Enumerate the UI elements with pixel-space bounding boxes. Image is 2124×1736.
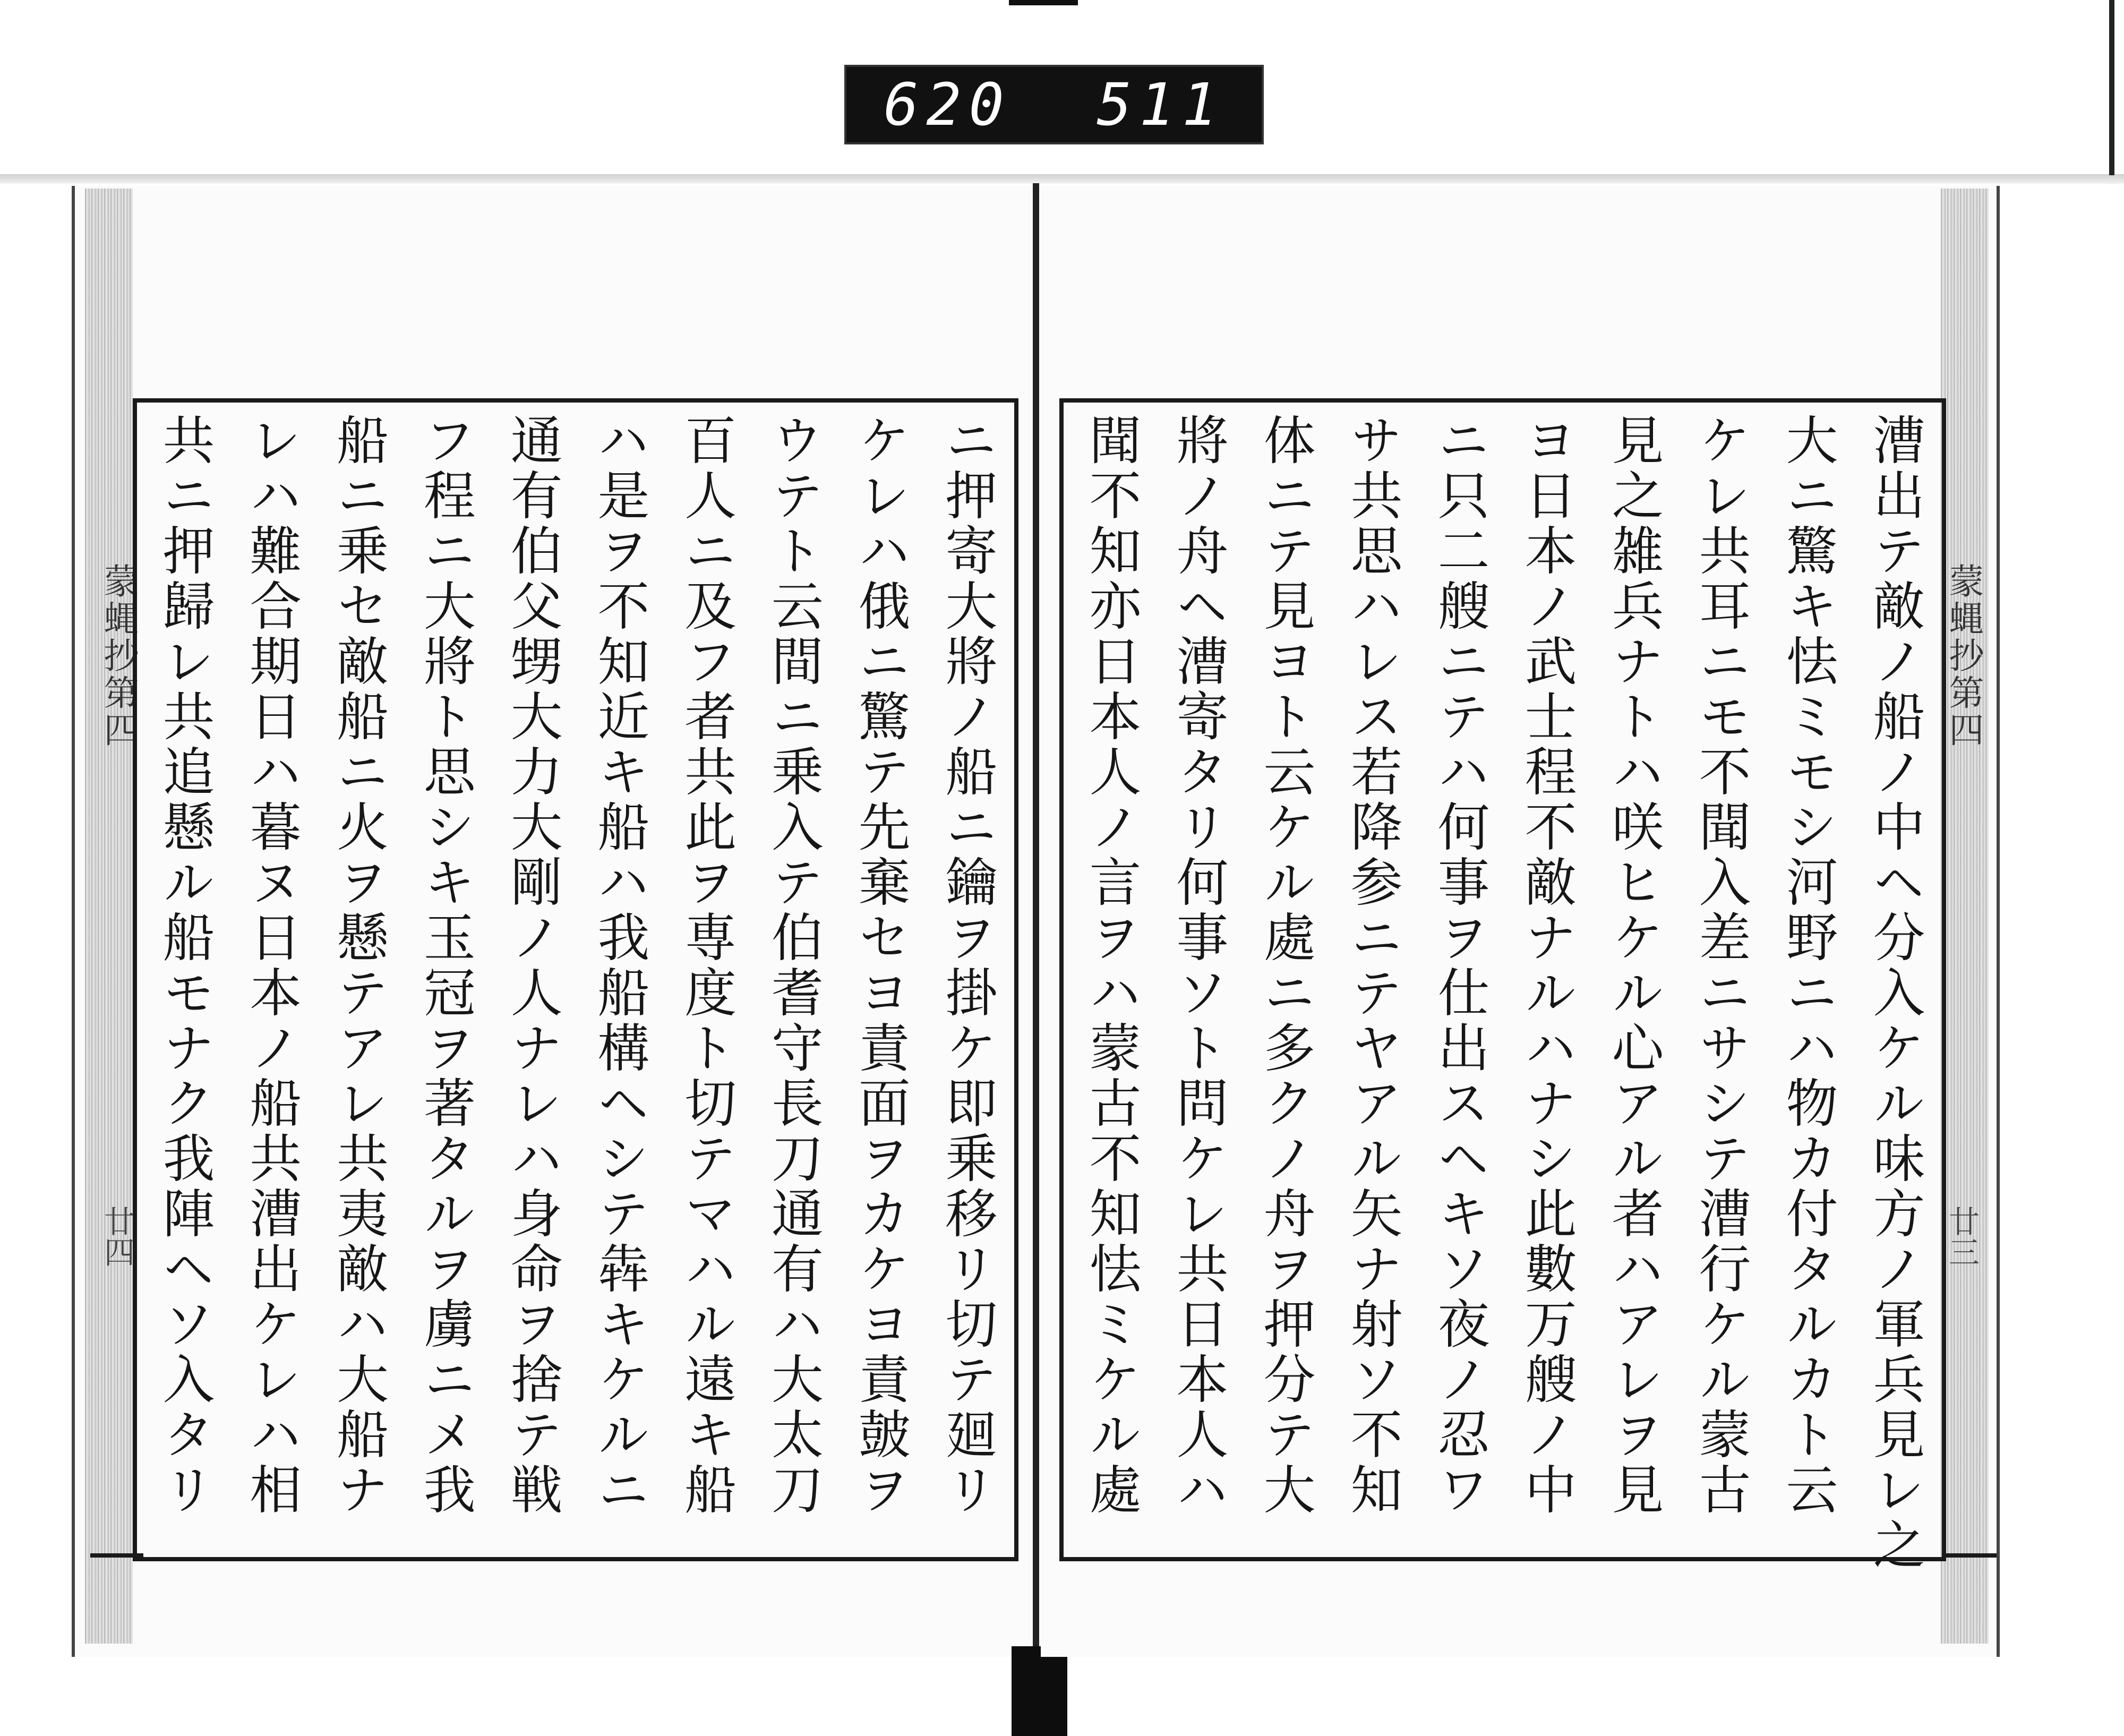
right-text-frame xyxy=(1059,398,1946,1573)
text-column: 通有伯父甥大力大剛ノ人ナレハ身命ヲ捨テ戦 xyxy=(502,413,563,1518)
scan-edge xyxy=(0,174,2124,184)
right-margin-title: 蒙蝿抄第四 xyxy=(1943,563,1984,749)
text-column: ヨ日本ノ武士程不敵ナルハナシ此數万艘ノ中 xyxy=(1516,413,1577,1518)
text-column: フ程ニ大將ト思シキ玉冠ヲ著タルヲ虜ニメ我 xyxy=(415,413,476,1518)
gutter-shadow xyxy=(1012,1646,1067,1736)
film-label xyxy=(844,65,1264,144)
text-column: 体ニテ見ヨト云ケル處ニ多クノ舟ヲ押分テ大 xyxy=(1255,413,1315,1518)
text-column: 大ニ驚キ怯ミモシ河野ニハ物カ付タルカト云 xyxy=(1777,413,1838,1518)
text-column: 將ノ舟ヘ漕寄タリ何事ソト問ケレ共日本人ハ xyxy=(1168,413,1228,1518)
text-column: 聞不知亦日本人ノ言ヲハ蒙古不知怯ミケル處 xyxy=(1081,413,1141,1518)
film-number-left: 620 xyxy=(884,71,1012,139)
text-column: 百人ニ及フ者共此ヲ専度ト切テマハル遠キ船 xyxy=(675,413,736,1518)
text-column: 見之雑兵ナトハ咲ヒケル心アル者ハアレヲ見 xyxy=(1603,413,1664,1518)
text-column: ハ是ヲ不知近キ船ハ我船構ヘシテ犇キケルニ xyxy=(588,413,649,1518)
right-page-margin-strip xyxy=(1941,189,1989,1644)
text-column: 共ニ押歸レ共追懸ル船モナク我陣ヘソ入タリ xyxy=(154,413,215,1518)
left-columns xyxy=(154,413,997,1546)
text-column: ニ只二艘ニテハ何事ヲ仕出スヘキソ夜ノ忍ワ xyxy=(1429,413,1489,1518)
right-columns xyxy=(1081,413,1925,1573)
left-page-margin-strip xyxy=(85,189,133,1644)
right-folio: 廿三 xyxy=(1943,1205,1980,1267)
text-column: ウテト云間ニ乗入テ伯耆守長刀通有ハ大太刀 xyxy=(763,413,824,1518)
top-rule xyxy=(1009,0,1078,5)
text-column: ケレ共耳ニモ不聞入差ニサシテ漕行ケル蒙古 xyxy=(1690,413,1751,1518)
scan-edge-right xyxy=(2109,0,2114,175)
right-bottom-rule xyxy=(1943,1553,1997,1558)
text-column: レハ難合期日ハ暮ヌ日本ノ船共漕出ケレハ相 xyxy=(241,413,302,1518)
left-margin-title: 蒙蝿抄第四 xyxy=(98,563,139,749)
film-number-right: 511 xyxy=(1097,71,1224,139)
left-text-frame xyxy=(133,398,1018,1561)
left-folio: 廿四 xyxy=(99,1205,135,1267)
book-gutter xyxy=(1033,183,1039,1660)
text-column: 漕出テ敵ノ船ノ中ヘ分入ケル味方ノ軍兵見レ之 xyxy=(1864,413,1925,1573)
text-column: 船ニ乗セ敵船ニ火ヲ懸テアレ共夷敵ハ大船ナ xyxy=(328,413,389,1518)
text-column: サ共思ハレス若降参ニテヤアル矢ナ射ソ不知 xyxy=(1342,413,1402,1518)
text-column: ニ押寄大將ノ船ニ鑰ヲ掛ケ即乗移リ切テ廻リ xyxy=(936,413,997,1518)
text-column: ケレハ俄ニ驚テ先棄セヨ責面ヲカケヨ責皷ヲ xyxy=(850,413,911,1518)
